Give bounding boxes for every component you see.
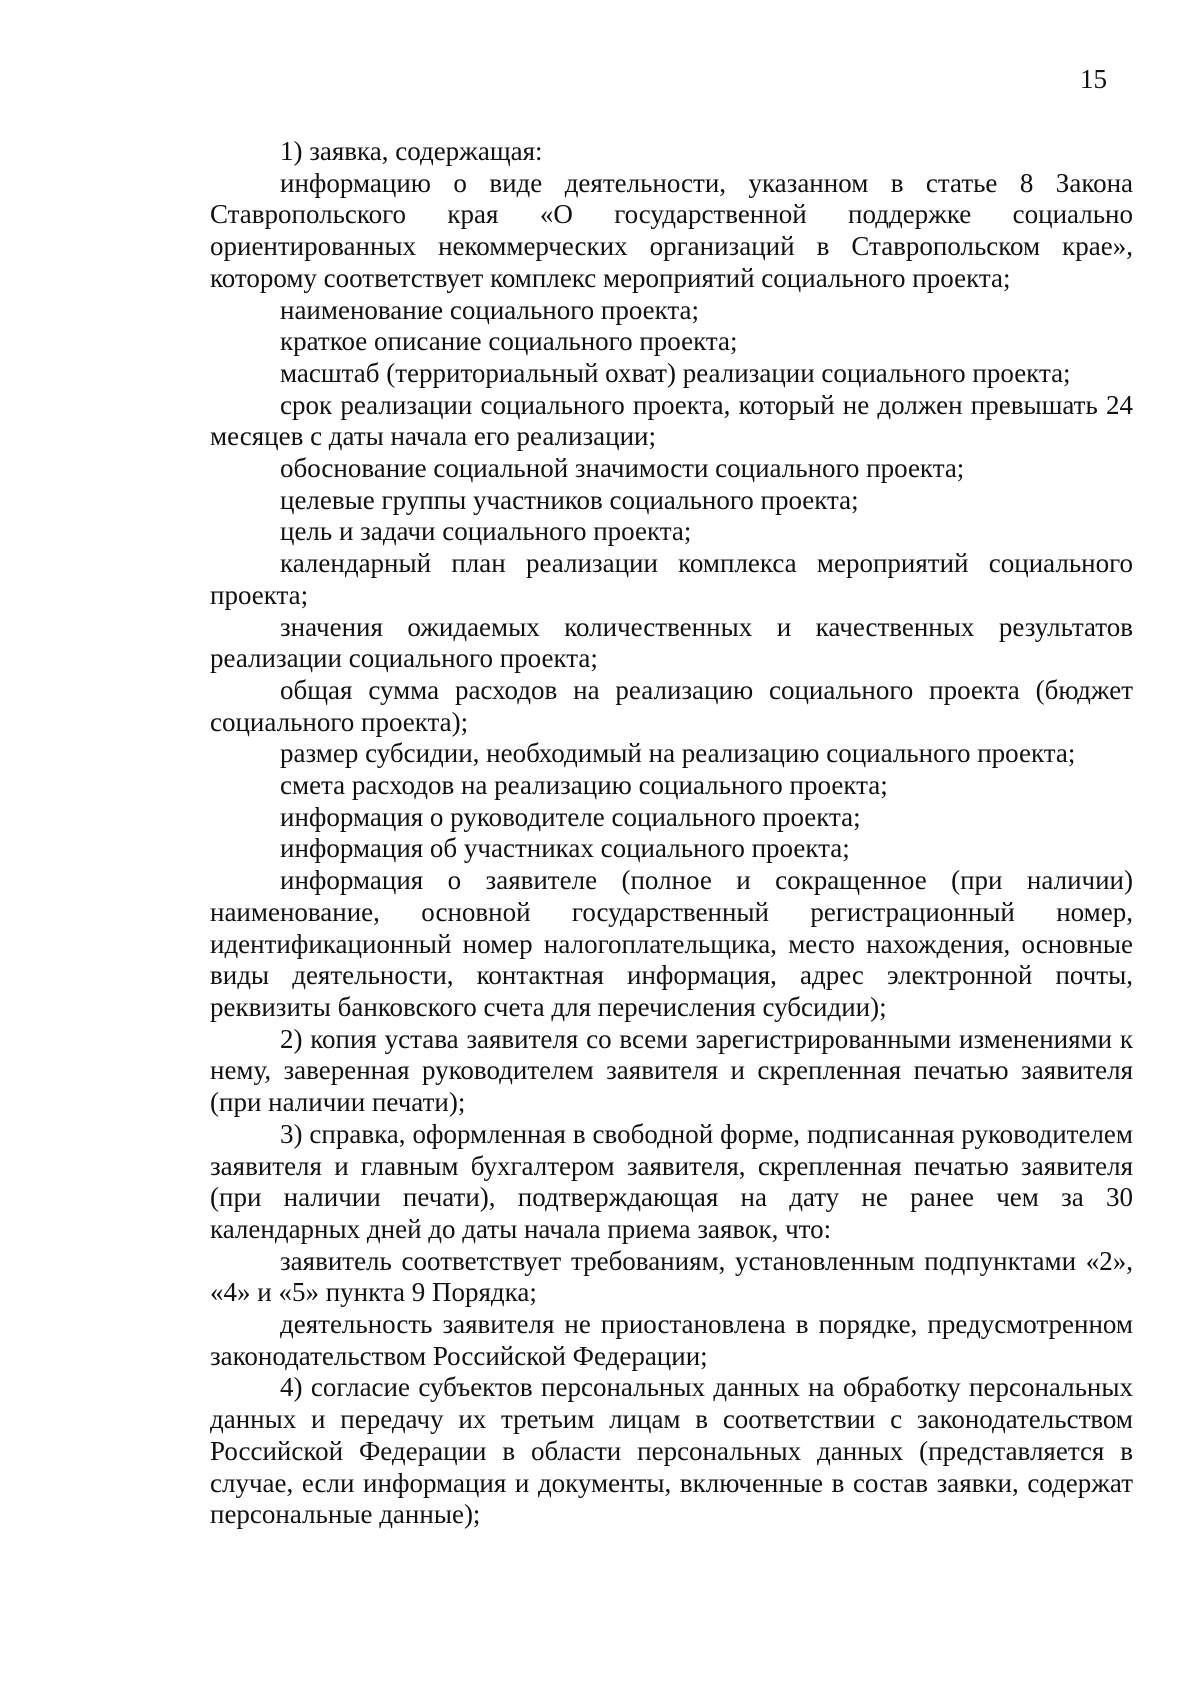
paragraph: 2) копия устава заявителя со всеми зарегистрированными изменениями к нему, заверенная руководителем заявителя и скрепленная печатью заявителя (при наличии печати); [210,1023,1133,1118]
paragraph: наименование социального проекта; [280,294,700,325]
paragraph: информацию о виде деятельности, указанном в статье 8 Закона Ставропольского края «О государственной поддержке социально ориентированных некоммерческих организаций в Ставропольском крае», которому соответствует комплекс мероприятий социального проекта; [210,167,1133,293]
paragraph: 3) справка, оформленная в свободной форме, подписанная руководителем заявителя и главным бухгалтером заявителя, скрепленная печатью заявителя (при наличии печати), подтверждающая на дату не ранее чем за 30 календарных дней до даты начала приема заявок, что: [210,1118,1133,1244]
page-number: 15 [1080,64,1107,94]
paragraph: размер субсидии, необходимый на реализацию социального проекта; [280,738,1076,769]
paragraph: краткое описание социального проекта; [280,326,738,357]
paragraph: информация о заявителе (полное и сокращенное (при наличии) наименование, основной государственный регистрационный номер, идентификационный номер налогоплательщика, место нахождения, основные виды деятельности, контактная информация, адрес электронной почты, реквизиты банковского счета для перечисления субсидии); [210,865,1133,1022]
paragraph: информация о руководителе социального проекта; [280,801,861,832]
paragraph: срок реализации социального проекта, который не должен превышать 24 месяцев с даты начала его реализации; [210,389,1133,452]
paragraph: 4) согласие субъектов персональных данных на обработку персональных данных и передачу их третьим лицам в соответствии с законодательством Российской Федерации в области персональных данных (представляется в случае, если информация и документы, включенные в состав заявки, содержат персональные данные); [210,1372,1133,1530]
paragraph: информация об участниках социального проекта; [280,833,850,864]
paragraph: целевые группы участников социального проекта; [280,484,859,515]
paragraph: календарный план реализации комплекса мероприятий социального проекта; [210,548,1133,610]
document-body [210,136,1133,1531]
paragraph: смета расходов на реализацию социального проекта; [280,770,888,801]
paragraph: общая сумма расходов на реализацию социального проекта (бюджет социального проекта); [210,674,1133,737]
paragraph: 1) заявка, содержащая: [280,136,543,166]
paragraph: обоснование социальной значимости социального проекта; [280,453,965,484]
paragraph: заявитель соответствует требованиям, установленным подпунктами «2», «4» и «5» пункта 9 Порядка; [210,1245,1133,1308]
paragraph: деятельность заявителя не приостановлена в порядке, предусмотренном законодательством Российской Федерации; [210,1309,1133,1371]
paragraph: цель и задачи социального проекта; [280,516,692,547]
paragraph: масштаб (территориальный охват) реализации социального проекта; [280,357,1071,388]
paragraph: значения ожидаемых количественных и качественных результатов реализации социального проекта; [210,611,1133,674]
